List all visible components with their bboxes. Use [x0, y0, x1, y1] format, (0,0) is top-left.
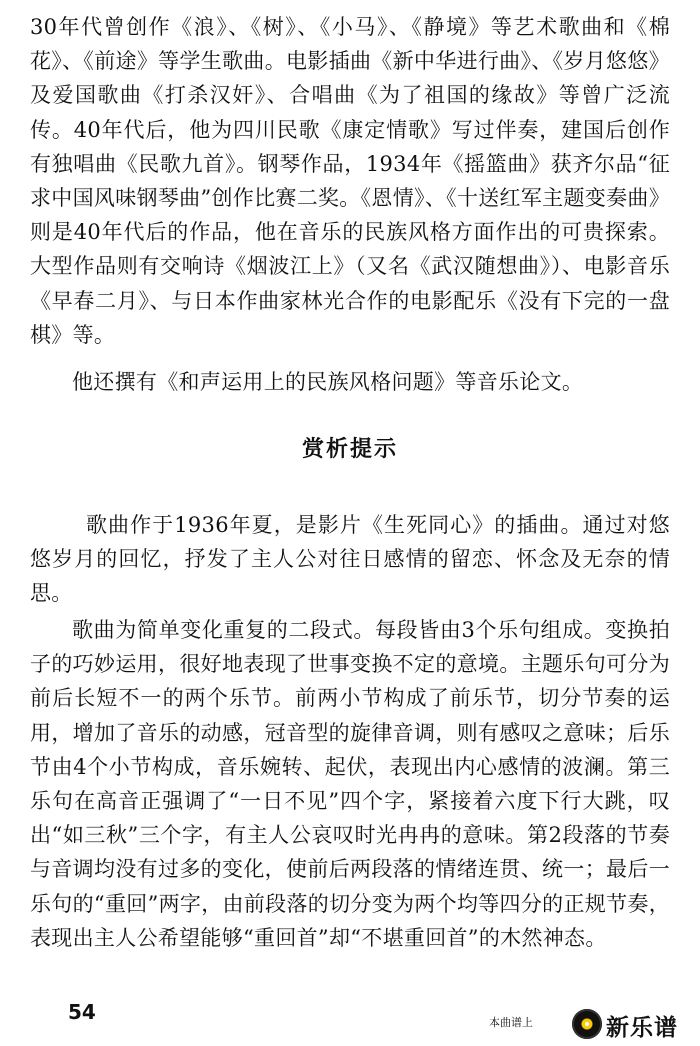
- body-paragraph: 30年代曾创作《浪》、《树》、《小马》、《静境》等艺术歌曲和《棉花》、《前途》等学生歌曲。电影插曲《新中华进行曲》、《岁月悠悠》及爱国歌曲《打杀汉奸》、合唱曲《为了祖国的缘故》等曾广泛流传。40年代后，他为四川民歌《康定情歌》写过伴奏，建国后创作有独唱曲《民歌九首》。钢琴作品，1934年《摇篮曲》获齐尔品“征求中国风味钢琴曲”创作比赛二奖。《恩情》、《十送红军主题变奏曲》则是40年代后的作品，他在音乐的民族风格方面作出的可贵探索。大型作品则有交响诗《烟波江上》（又名《武汉随想曲》）、电影音乐《早春二月》、与日本作曲家林光合作的电影配乐《没有下完的一盘棋》等。: [30, 15, 670, 347]
- record-disc-icon: [572, 1009, 602, 1039]
- section-paragraph: 歌曲作于1936年夏，是影片《生死同心》的插曲。通过对悠悠岁月的回忆，抒发了主人公对往日感情的留恋、怀念及无奈的情思。: [30, 513, 670, 606]
- logo-text: 新乐谱: [606, 1015, 678, 1041]
- page-number: 54: [68, 1000, 96, 1024]
- section-paragraph: 歌曲为简单变化重复的二段式。每段皆由3个乐句组成。变换拍子的巧妙运用，很好地表现了世事变换不定的意境。主题乐句可分为前后长短不一的两个乐节。前两小节构成了前乐节，切分节奏的运用，增加了音乐的动感，冠音型的旋律音调，则有感叹之意味；后乐节由4个小节构成，音乐婉转、起伏，表现出内心感情的波澜。第三乐句在高音正强调了“一日不见”四个字，紧接着六度下行大跳，叹出“如三秋”三个字，有主人公哀叹时光冉冉的意味。第2段落的节奏与音调均没有过多的变化，使前后两段落的情绪连贯、统一；最后一乐句的“重回”两字，由前段落的切分变为两个均等四分的正规节奏，表现出主人公希望能够“重回首”却“不堪重回首”的木然神态。: [30, 618, 670, 950]
- body-paragraph: 他还撰有《和声运用上的民族风格问题》等音乐论文。: [72, 370, 584, 394]
- footer-credit: 本曲谱上: [489, 1016, 533, 1029]
- section-heading: 赏析提示: [301, 437, 398, 462]
- watermark-logo: [572, 1008, 698, 1042]
